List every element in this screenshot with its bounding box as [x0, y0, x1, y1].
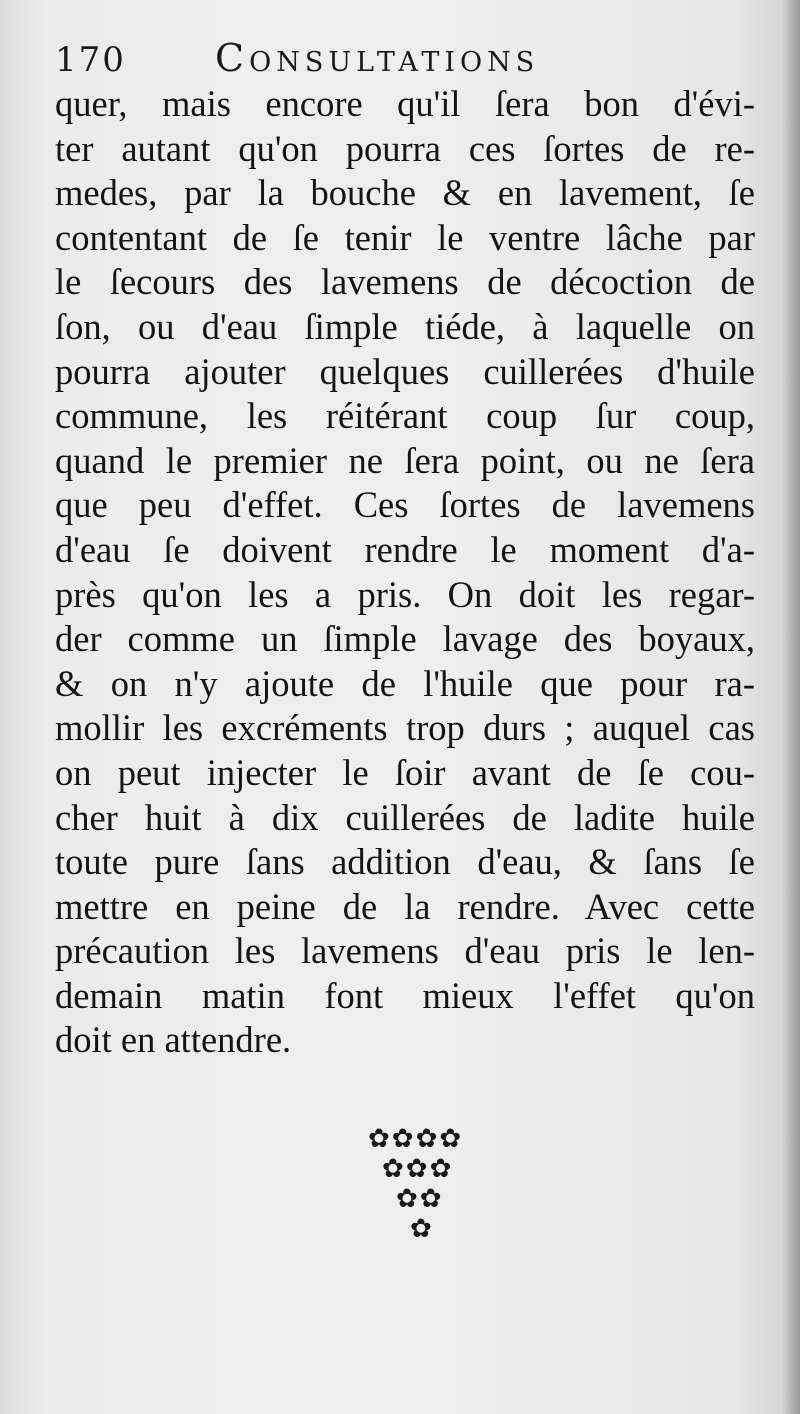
- text-line: près qu'on les a pris. On doit les regar-: [55, 573, 755, 615]
- text-line: der comme un ſimple lavage des boyaux,: [55, 618, 755, 660]
- text-line: ter autant qu'on pourra ces ſortes de re-: [55, 127, 755, 169]
- ornament-row: ✿: [410, 1214, 434, 1244]
- text-line: quer, mais encore qu'il ſera bon d'évi-: [55, 83, 755, 124]
- text-line: on peut injecter le ſoir avant de ſe cou-: [55, 751, 755, 793]
- page-edge-shadow: [782, 0, 800, 1414]
- text-line-last: doit en attendre.: [55, 1019, 292, 1061]
- page-number: 170: [55, 40, 126, 80]
- text-line: précaution les lavemens d'eau pris le len-: [55, 930, 755, 972]
- ornament-row: ✿✿✿✿: [368, 1124, 464, 1154]
- text-line: que peu d'effet. Ces ſortes de lavemens: [55, 484, 755, 526]
- ornament-row: ✿✿✿: [382, 1154, 454, 1184]
- text-line: mettre en peine de la rendre. Avec cette: [55, 885, 755, 927]
- page-header: [55, 28, 755, 88]
- fleuron-ornament: [360, 1125, 490, 1255]
- text-line: mollir les excréments trop durs ; auquel cas: [55, 707, 755, 749]
- body-text: [55, 82, 755, 1063]
- text-line: d'eau ſe doivent rendre le moment d'a-: [55, 528, 755, 570]
- text-line: medes, par la bouche & en lavement, ſe: [55, 172, 755, 214]
- ornament-row: ✿✿: [396, 1184, 444, 1214]
- text-line: demain matin font mieux l'effet qu'on: [55, 974, 755, 1016]
- text-line: quand le premier ne ſera point, ou ne ſera: [55, 439, 755, 481]
- text-line: le ſecours des lavemens de décoction de: [55, 261, 755, 303]
- text-line: ſon, ou d'eau ſimple tiéde, à laquelle on: [55, 305, 755, 347]
- running-title: Consultations: [215, 36, 540, 80]
- text-line: & on n'y ajoute de l'huile que pour ra-: [55, 662, 755, 704]
- text-line: toute pure ſans addition d'eau, & ſans ſe: [55, 841, 755, 883]
- text-line: cher huit à dix cuillerées de ladite huile: [55, 796, 755, 838]
- text-line: pourra ajouter quelques cuillerées d'huile: [55, 350, 755, 392]
- text-line: commune, les réitérant coup ſur coup,: [55, 395, 755, 437]
- text-line: contentant de ſe tenir le ventre lâche par: [55, 216, 755, 258]
